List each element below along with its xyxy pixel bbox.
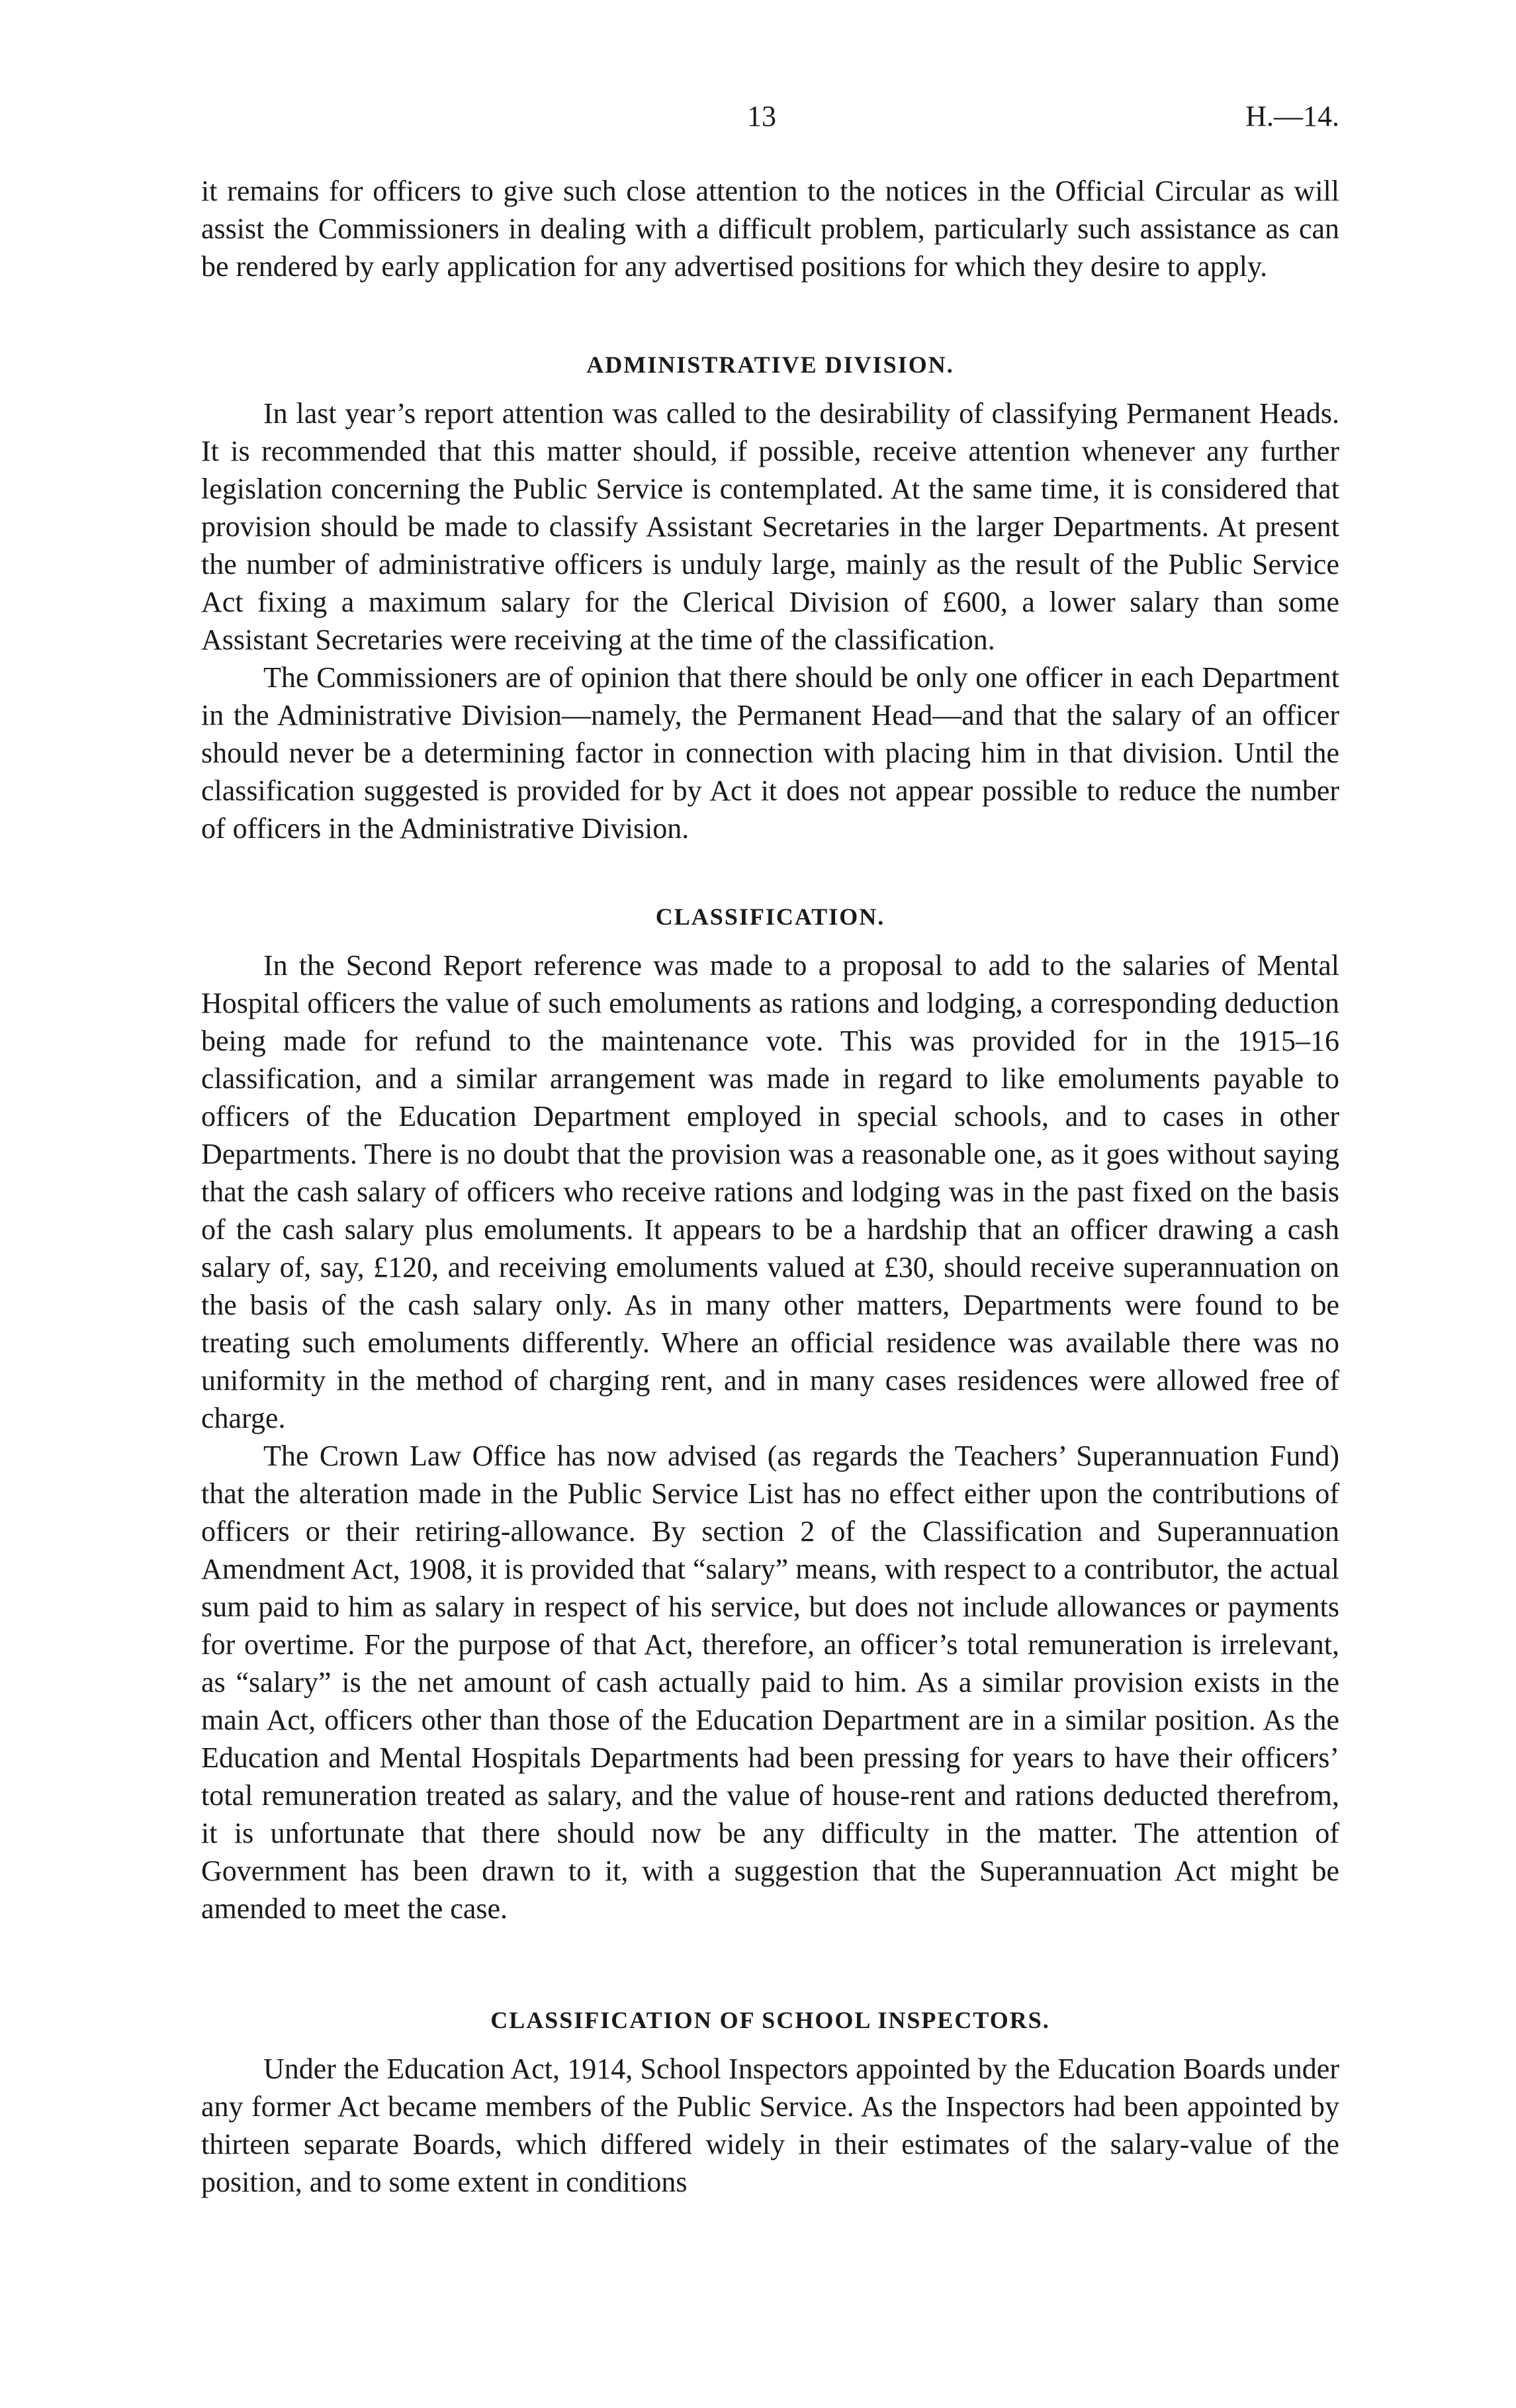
page-header <box>201 99 1339 139</box>
heading-administrative-division: ADMINISTRATIVE DIVISION. <box>586 351 954 378</box>
heading-classification: CLASSIFICATION. <box>655 903 885 930</box>
intro-paragraph: it remains for officers to give such close attention to the notices in the Official Circular as will assist the Commissioners in dealing with a difficult problem, particularly such assistance as can be rendered by early application for any advertised positions for which they desire to apply. <box>201 175 1339 283</box>
document-code: H.—14. <box>1245 100 1339 132</box>
page-number: 13 <box>747 100 776 132</box>
heading-classification-of-school-inspectors: CLASSIFICATION OF SCHOOL INSPECTORS. <box>490 2007 1050 2033</box>
administrative-paragraph-1: In last year’s report attention was called to the desirability of classifying Permanent Heads. It is recommended that this matter should, if possible, receive attention whenever any further legislation concerning the Public Service is contemplated. At the same time, it is considered that provision should be made to classify Assistant Secretaries in the larger Departments. At present the number of administrative officers is unduly large, mainly as the result of the Public Service Act fixing a maximum salary for the Clerical Division of £600, a lower salary than some Assistant Secretaries were receiving at the time of the classification. <box>201 397 1339 656</box>
school-inspectors-paragraph-1: Under the Education Act, 1914, School Inspectors appointed by the Education Boards under any former Act became members of the Public Service. As the Inspectors had been appointed by thirteen separate Boards, which differed widely in their estimates of the salary-value of the position, and to some extent in conditions <box>201 2053 1339 2198</box>
administrative-paragraph-2: The Commissioners are of opinion that there should be only one officer in each Department in the Administrative Division—namely, the Permanent Head—and that the salary of an officer should never be a determining factor in connection with placing him in that division. Until the classification suggested is provided for by Act it does not appear possible to reduce the number of officers in the Administrative Division. <box>201 661 1339 845</box>
classification-paragraph-2: The Crown Law Office has now advised (as regards the Teachers’ Superannuation Fund) that the alteration made in the Public Service List has no effect either upon the contributions of officers or their retiring-allowance. By section 2 of the Classification and Superannuation Amendment Act, 1908, it is provided that “salary” means, with respect to a contributor, the actual sum paid to him as salary in respect of his service, but does not include allowances or payments for overtime. For the purpose of that Act, therefore, an officer’s total remuneration is irrelevant, as “salary” is the net amount of cash actually paid to him. As a similar provision exists in the main Act, officers other than those of the Education Department are in a similar position. As the Education and Mental Hospitals Departments had been pressing for years to have their officers’ total remuneration treated as salary, and the value of house-rent and rations deducted therefrom, it is unfortunate that there should now be any difficulty in the matter. The attention of Government has been drawn to it, with a suggestion that the Superannuation Act might be amended to meet the case. <box>201 1440 1339 1925</box>
document-page <box>201 99 1339 2201</box>
classification-paragraph-1: In the Second Report reference was made to a proposal to add to the salaries of Mental Hospital officers the value of such emoluments as rations and lodging, a corresponding deduction being made for refund to the maintenance vote. This was provided for in the 1915–16 classification, and a similar arrangement was made in regard to like emoluments payable to officers of the Education Department employed in special schools, and to cases in other Departments. There is no doubt that the provision was a reasonable one, as it goes without saying that the cash salary of officers who receive rations and lodging was in the past fixed on the basis of the cash salary plus emoluments. It appears to be a hardship that an officer drawing a cash salary of, say, £120, and receiving emoluments valued at £30, should receive superannuation on the basis of the cash salary only. As in many other matters, Departments were found to be treating such emoluments differently. Where an official residence was available there was no uniformity in the method of charging rent, and in many cases residences were allowed free of charge. <box>201 949 1339 1434</box>
